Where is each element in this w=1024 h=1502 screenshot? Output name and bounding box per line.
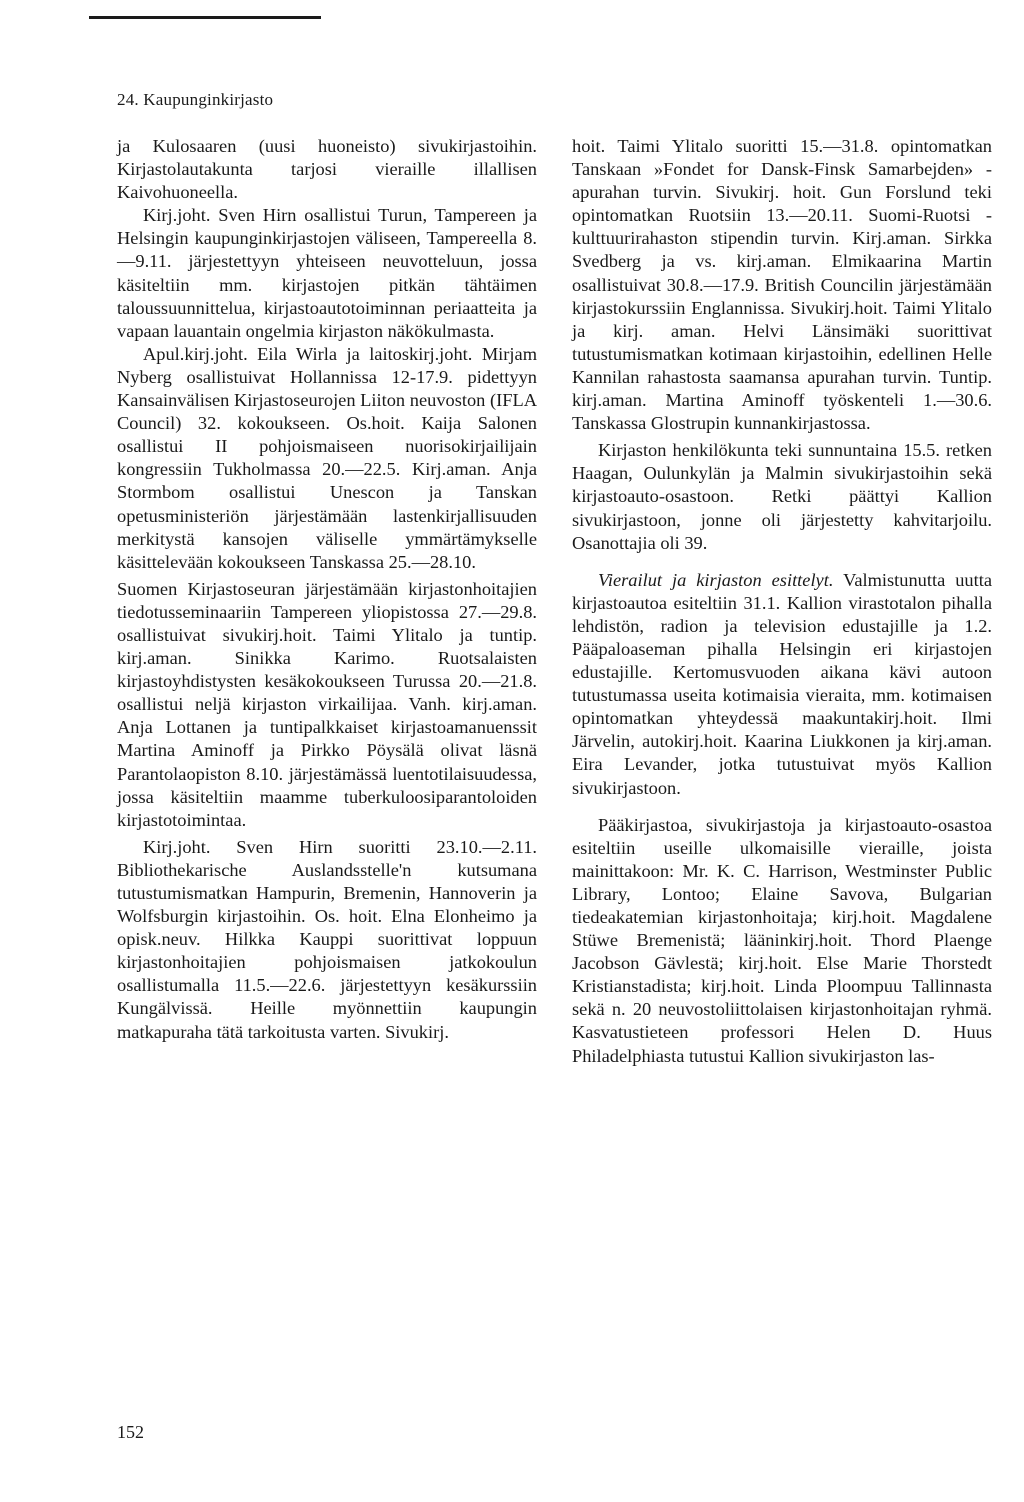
paragraph: Suomen Kirjastoseuran järjestämään kirjastonhoitajien tiedotusseminaariin Tampereen yliopistossa 27.—29.8. osallistuivat sivukirj.hoit. Taimi Ylitalo ja tuntip. kirj.aman. Sinikka Karimo. Ruotsalaisten kirjastoyhdistysten kesäkokoukseen Turussa 20.—21.8. osallistui neljä kirjaston virkailijaa. Vanh. kirj.aman. Anja Lottanen ja tuntipalkkaiset kirjastoamanuenssit Martina Aminoff ja Pirkko Pöysälä olivat läsnä Parantolaopiston 8.10. järjestämässä luentotilaisuudessa, jossa käsiteltiin maamme tuberkuloosiparantoloiden kirjastotoimintaa. bbox=[117, 578, 537, 830]
left-column bbox=[117, 135, 537, 1044]
running-head: 24. Kaupunginkirjasto bbox=[117, 90, 274, 109]
paragraph: Kirjaston henkilökunta teki sunnuntaina 15.5. retken Haagan, Oulunkylän ja Malmin sivukirjastoihin sekä kirjastoauto-osastoon. Retki päättyi Kallion sivukirjastoon, jonne oli järjestetty kahvitarjoilu. Osanottajia oli 39. bbox=[572, 440, 992, 553]
paragraph: ja Kulosaaren (uusi huoneisto) sivukirjastoihin. Kirjastolautakunta tarjosi vieraille illallisen Kaivohuoneella. bbox=[117, 136, 537, 203]
paragraph-body: Valmistunutta uutta kirjastoautoa esiteltiin 31.1. Kallion virastotalon pihalla lehdistön, radion ja television edustajille ja 1.2. Pääpaloaseman pihalla Helsingin eri kirjastojen edustajille. Kertomusvuoden aikana kävi autoon tutustumassa useita kotimaisia vieraita, mm. kotimaisen opintomatkan yhteydessä maakuntakirj.hoit. Ilmi Järvelin, autokirj.hoit. Kaarina Liukkonen ja kirj.aman. Eira Levander, jotka tutustuivat myös Kallion sivukirjastoon. bbox=[572, 569, 992, 798]
right-column bbox=[572, 135, 992, 1068]
section-heading: Vierailut ja kirjaston esittelyt. bbox=[598, 569, 834, 590]
paragraph: Pääkirjastoa, sivukirjastoja ja kirjastoauto-osastoa esiteltiin useille ulkomaisille vieraille, joista mainittakoon: Mr. K. C. Harrison, Westminster Public Library, Lontoo; Elaine Savova, Bulgarian tiedeakatemian kirjastonhoitaja; kirj.hoit. Magdalene Stüwe Bremenistä; lääninkirj.hoit. Thord Plaenge Jacobson Gävlestä; kirj.hoit. Else Marie Thorstedt Kristianstadista; kirj.hoit. Linda Ploompuu Tallinnasta sekä n. 20 neuvostoliittolaisen kirjastonhoitajan ryhmä. Kasvatustieteen professori Helen D. Huus Philadelphiasta tutustui Kallion sivukirjaston las- bbox=[572, 814, 992, 1066]
paragraph: Apul.kirj.joht. Eila Wirla ja laitoskirj.joht. Mirjam Nyberg osallistuivat Hollannissa 12-17.9. pidettyyn Kansainvälisen Kirjastoseurojen Liiton neuvoston (IFLA Council) 32. kokoukseen. Os.hoit. Kaija Salonen osallistui II pohjoismaiseen nuorisokirjailijain kongressiin Tukholmassa 20.—22.5. Kirj.aman. Anja Stormbom osallistui Unescon ja Tanskan opetusministeriön järjestämään lastenkirjallisuuden merkitystä kansojen väliselle ymmärtämykselle käsittelevään kokoukseen Tanskassa 25.—28.10. bbox=[117, 343, 537, 572]
page-number: 152 bbox=[117, 1422, 144, 1442]
paragraph: Kirj.joht. Sven Hirn suoritti 23.10.—2.11. Bibliothekarische Auslandsstelle'n kutsumana tutustumismatkan Hampurin, Bremenin, Hannoverin ja Wolfsburgin kirjastoihin. Os. hoit. Elna Elonheimo ja opisk.neuv. Hilkka Kauppi suorittivat loppuun kirjastonhoitajien pohjoismaisen jatkokoulun osallistumalla 11.5.—22.6. järjestettyyn kesäkurssiin Kungälvissä. Heille myönnettiin kaupungin matkapuraha tätä tarkoitusta varten. Sivukirj. bbox=[117, 836, 537, 1042]
paragraph bbox=[572, 569, 992, 800]
top-rule bbox=[89, 16, 321, 19]
paragraph: hoit. Taimi Ylitalo suoritti 15.—31.8. opintomatkan Tanskaan »Fondet for Dansk-Finsk Samarbejden» -apurahan turvin. Sivukirj. hoit. Gun Forslund teki opintomatkan Ruotsiin 13.—20.11. Suomi-Ruotsi -kulttuurirahaston stipendin turvin. Kirj.aman. Sirkka Svedberg ja vs. kirj.aman. Elmikaarina Martin osallistuivat 30.8.—17.9. British Councilin järjestämään kirjastokurssiin Englannissa. Sivukirj.hoit. Taimi Ylitalo ja kirj. aman. Helvi Länsimäki suorittivat tutustumismatkan kotimaan kirjastoihin, edellinen Helle Kannilan rahastosta saamansa apurahan turvin. Tuntip. kirj.aman. Martina Aminoff työskenteli 1.—30.6. Tanskassa Glostrupin kunnankirjastossa. bbox=[572, 136, 992, 434]
paragraph: Kirj.joht. Sven Hirn osallistui Turun, Tampereen ja Helsingin kaupunginkirjastojen väliseen, Tampereella 8.—9.11. järjestettyyn yhteiseen neuvotteluun, jossa käsiteltiin mm. kirjastojen pitkän tähtäimen taloussuunnittelua, kirjastoautotoiminnan periaatteita ja vapaan lauantain ongelmia kirjaston näkökulmasta. bbox=[117, 205, 537, 341]
